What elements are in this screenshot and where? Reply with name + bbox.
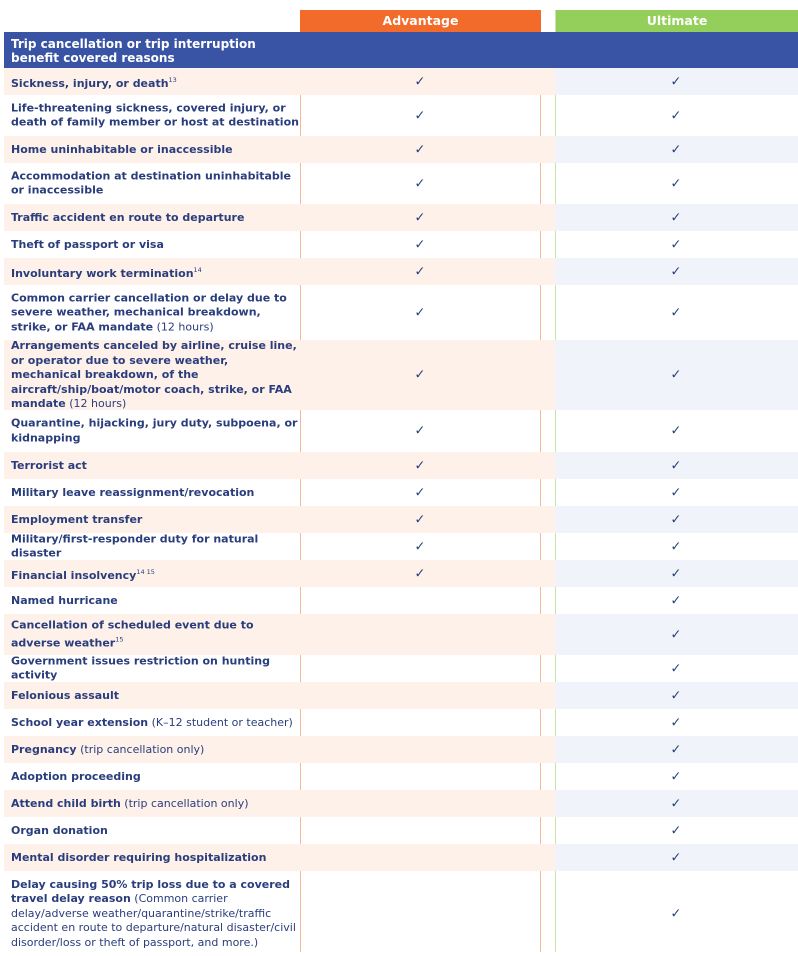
ultimate-check-icon: ✓ <box>670 210 682 225</box>
ultimate-check-icon: ✓ <box>670 661 682 676</box>
row-label <box>11 339 301 412</box>
row-label <box>11 769 301 784</box>
row-label <box>11 742 301 757</box>
row-label-text: Employment transfer <box>11 512 143 526</box>
table-row <box>4 763 798 790</box>
row-label-text: Involuntary work termination <box>11 266 194 280</box>
row-label-text: School year extension <box>11 715 149 729</box>
row-label-note: (12 hours) <box>65 396 127 410</box>
table-row <box>4 163 798 204</box>
table-row <box>4 709 798 736</box>
row-label <box>11 688 301 703</box>
table-row <box>4 682 798 709</box>
row-label <box>11 237 301 252</box>
advantage-check-icon: ✓ <box>414 458 426 473</box>
table-row <box>4 285 798 340</box>
row-label-text: Home uninhabitable or inaccessible <box>11 142 233 156</box>
table-row <box>4 68 798 95</box>
row-label <box>11 796 301 811</box>
table-row <box>4 204 798 231</box>
table-row <box>4 736 798 763</box>
ultimate-check-icon: ✓ <box>670 74 682 89</box>
ultimate-check-icon: ✓ <box>670 566 682 581</box>
advantage-check-icon: ✓ <box>414 485 426 500</box>
footnote-ref: 13 <box>168 75 177 84</box>
row-label <box>11 72 301 91</box>
table-row <box>4 410 798 452</box>
row-label-text: Delay causing 50% trip loss due to a covered travel delay reason <box>11 877 291 905</box>
row-label <box>11 485 301 500</box>
ultimate-check-icon: ✓ <box>670 539 682 554</box>
row-label-note: (Common carrier delay/adverse weather/quarantine/strike/traffic accident en route to departure/natural disaster/civil disorder/loss or theft of passport, and more.) <box>11 891 296 949</box>
table-row <box>4 506 798 533</box>
coverage-table <box>4 32 798 956</box>
row-label-text: Military/first-responder duty for natural disaster <box>11 532 259 560</box>
ultimate-check-icon: ✓ <box>670 305 682 320</box>
advantage-header: Advantage <box>300 10 541 32</box>
advantage-check-icon: ✓ <box>414 367 426 383</box>
table-row <box>4 655 798 682</box>
row-label <box>11 291 301 335</box>
table-body <box>4 68 798 956</box>
advantage-check-icon: ✓ <box>414 74 426 89</box>
table-row <box>4 790 798 817</box>
row-label <box>11 877 301 950</box>
ultimate-check-icon: ✓ <box>670 627 682 642</box>
row-label-text: Cancellation of scheduled event due to adverse weather <box>11 618 254 650</box>
row-label-text: Theft of passport or visa <box>11 237 164 251</box>
row-label-text: Traffic accident en route to departure <box>11 210 245 224</box>
advantage-check-icon: ✓ <box>414 108 426 123</box>
ultimate-check-icon: ✓ <box>670 688 682 703</box>
row-label-text: Life-threatening sickness, covered injury, or death of family member or host at destination <box>11 101 299 129</box>
row-label-text: Terrorist act <box>11 458 87 472</box>
row-label <box>11 210 301 225</box>
row-label <box>11 458 301 473</box>
ultimate-check-icon: ✓ <box>670 237 682 252</box>
footnote-ref: 14 15 <box>136 567 155 576</box>
ultimate-check-icon: ✓ <box>670 512 682 527</box>
table-row <box>4 452 798 479</box>
row-label-note: (trip cancellation only) <box>120 796 249 810</box>
ultimate-check-icon: ✓ <box>670 823 682 838</box>
table-row <box>4 231 798 258</box>
footnote-ref: 15 <box>115 635 124 644</box>
row-label-text: Sickness, injury, or death <box>11 76 169 90</box>
row-label-text: Pregnancy <box>11 742 77 756</box>
row-label-text: Mental disorder requiring hospitalization <box>11 850 267 864</box>
table-title-text: Trip cancellation or trip interruption benefit covered reasons <box>11 37 256 65</box>
table-row <box>4 614 798 655</box>
row-label-note: (12 hours) <box>153 319 214 333</box>
ultimate-check-icon: ✓ <box>670 850 682 865</box>
table-row <box>4 340 798 410</box>
row-label-text: Arrangements canceled by airline, cruise line, or operator due to severe weather, mechanical breakdown, of the aircraft/ship/boat/motor coach, strike, or FAA mandate <box>11 338 297 410</box>
advantage-check-icon: ✓ <box>414 264 426 279</box>
table-row <box>4 587 798 614</box>
ultimate-header: Ultimate <box>556 10 798 32</box>
ultimate-check-icon: ✓ <box>670 906 682 921</box>
row-label <box>11 532 301 561</box>
row-label-text: Felonious assault <box>11 688 120 702</box>
row-label-text: Government issues restriction on hunting activity <box>11 654 270 682</box>
ultimate-check-icon: ✓ <box>670 142 682 157</box>
row-label-note: (K–12 student or teacher) <box>148 715 293 729</box>
ultimate-check-icon: ✓ <box>670 108 682 123</box>
ultimate-check-icon: ✓ <box>670 715 682 730</box>
advantage-check-icon: ✓ <box>414 566 426 581</box>
advantage-check-icon: ✓ <box>414 512 426 527</box>
row-label-text: Accommodation at destination uninhabitable or inaccessible <box>11 169 292 197</box>
ultimate-check-icon: ✓ <box>670 423 682 439</box>
ultimate-check-icon: ✓ <box>670 769 682 784</box>
table-row <box>4 479 798 506</box>
advantage-check-icon: ✓ <box>414 210 426 225</box>
ultimate-check-icon: ✓ <box>670 742 682 757</box>
row-label-text: Common carrier cancellation or delay due to severe weather, mechanical breakdown, strike, or FAA mandate <box>11 290 287 333</box>
table-row <box>4 560 798 587</box>
row-label <box>11 823 301 838</box>
row-label <box>11 654 301 683</box>
row-label <box>11 142 301 157</box>
ultimate-check-icon: ✓ <box>670 176 682 191</box>
row-label <box>11 850 301 865</box>
advantage-check-icon: ✓ <box>414 237 426 252</box>
row-label <box>11 417 301 446</box>
table-row <box>4 844 798 871</box>
ultimate-check-icon: ✓ <box>670 485 682 500</box>
advantage-check-icon: ✓ <box>414 423 426 439</box>
table-title <box>4 32 798 68</box>
row-label <box>11 618 301 651</box>
row-label-text: Attend child birth <box>11 796 121 810</box>
advantage-check-icon: ✓ <box>414 539 426 554</box>
row-label-text: Quarantine, hijacking, jury duty, subpoena, or kidnapping <box>11 416 298 444</box>
table-row <box>4 817 798 844</box>
advantage-check-icon: ✓ <box>414 142 426 157</box>
ultimate-check-icon: ✓ <box>670 264 682 279</box>
footnote-ref: 14 <box>193 265 202 274</box>
row-label <box>11 512 301 527</box>
table-row <box>4 871 798 956</box>
row-label <box>11 169 301 198</box>
ultimate-check-icon: ✓ <box>670 593 682 608</box>
table-row <box>4 258 798 285</box>
ultimate-check-icon: ✓ <box>670 796 682 811</box>
row-label-text: Organ donation <box>11 823 108 837</box>
table-row <box>4 95 798 136</box>
row-label-text: Named hurricane <box>11 593 118 607</box>
row-label <box>11 715 301 730</box>
advantage-check-icon: ✓ <box>414 305 426 320</box>
row-label <box>11 593 301 608</box>
row-label-text: Financial insolvency <box>11 568 137 582</box>
ultimate-check-icon: ✓ <box>670 458 682 473</box>
row-label-text: Military leave reassignment/revocation <box>11 485 255 499</box>
ultimate-check-icon: ✓ <box>670 367 682 383</box>
row-label-note: (trip cancellation only) <box>76 742 205 756</box>
table-row <box>4 136 798 163</box>
row-label <box>11 101 301 130</box>
advantage-check-icon: ✓ <box>414 176 426 191</box>
row-label <box>11 262 301 281</box>
table-row <box>4 533 798 560</box>
row-label-text: Adoption proceeding <box>11 769 141 783</box>
row-label <box>11 564 301 583</box>
